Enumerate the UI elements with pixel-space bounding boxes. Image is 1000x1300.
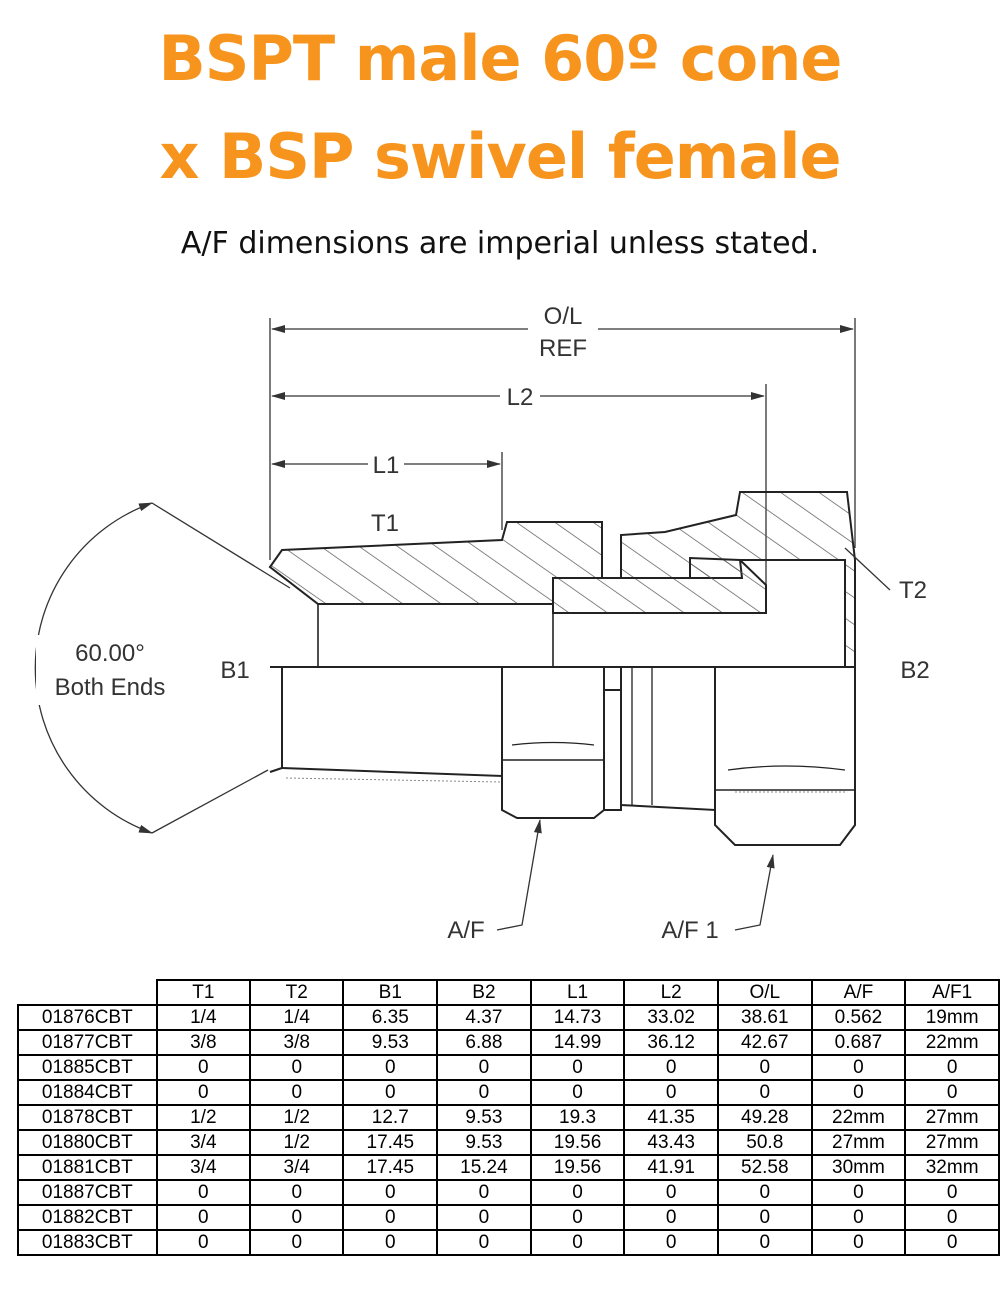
t1-label: T1 — [370, 510, 400, 537]
table-row — [18, 1205, 999, 1230]
value-cell: 14.99 — [531, 1030, 625, 1055]
part-number-cell: 01877CBT — [18, 1030, 157, 1055]
value-cell: 42.67 — [718, 1030, 812, 1055]
value-cell: 0 — [531, 1080, 625, 1105]
value-cell: 41.91 — [624, 1155, 718, 1180]
value-cell: 0 — [343, 1205, 437, 1230]
value-cell: 33.02 — [624, 1005, 718, 1030]
value-cell: 0 — [624, 1205, 718, 1230]
table-row — [18, 1055, 999, 1080]
value-cell: 3/4 — [157, 1155, 250, 1180]
table-row — [18, 1030, 999, 1055]
value-cell: 0 — [718, 1055, 812, 1080]
ol-label: O/L — [543, 303, 583, 330]
angle-label: 60.00° — [75, 640, 145, 667]
value-cell: 43.43 — [624, 1130, 718, 1155]
value-cell: 0 — [905, 1180, 999, 1205]
value-cell: 1/4 — [250, 1005, 343, 1030]
value-cell: 32mm — [905, 1155, 999, 1180]
value-cell: 0 — [905, 1080, 999, 1105]
value-cell: 1/2 — [157, 1105, 250, 1130]
part-number-cell: 01883CBT — [18, 1230, 157, 1255]
value-cell: 36.12 — [624, 1030, 718, 1055]
value-cell: 0 — [343, 1055, 437, 1080]
value-cell: 0 — [718, 1205, 812, 1230]
subtitle: A/F dimensions are imperial unless stated. — [180, 226, 820, 261]
value-cell: 0 — [718, 1180, 812, 1205]
value-cell: 0 — [437, 1080, 531, 1105]
table-row — [18, 1080, 999, 1105]
part-number-cell: 01880CBT — [18, 1130, 157, 1155]
table-row — [18, 1230, 999, 1255]
part-number-cell: 01876CBT — [18, 1005, 157, 1030]
table-row — [18, 1105, 999, 1130]
both-ends-label: Both Ends — [54, 674, 166, 701]
value-cell: 9.53 — [437, 1130, 531, 1155]
value-cell: 0 — [250, 1055, 343, 1080]
value-cell: 0 — [812, 1180, 906, 1205]
table-body — [18, 1005, 999, 1255]
part-number-cell: 01884CBT — [18, 1080, 157, 1105]
part-number-cell: 01887CBT — [18, 1180, 157, 1205]
value-cell: 0 — [250, 1230, 343, 1255]
value-cell: 0 — [157, 1180, 250, 1205]
table-corner-cell — [18, 980, 157, 1005]
value-cell: 38.61 — [718, 1005, 812, 1030]
value-cell: 15.24 — [437, 1155, 531, 1180]
value-cell: 0 — [905, 1205, 999, 1230]
table-row — [18, 1180, 999, 1205]
value-cell: 0 — [157, 1080, 250, 1105]
value-cell: 22mm — [905, 1030, 999, 1055]
value-cell: 3/8 — [250, 1030, 343, 1055]
value-cell: 19.56 — [531, 1130, 625, 1155]
value-cell: 27mm — [905, 1130, 999, 1155]
value-cell: 0 — [157, 1205, 250, 1230]
af1-label: A/F 1 — [661, 917, 719, 944]
value-cell: 3/4 — [157, 1130, 250, 1155]
value-cell: 0 — [531, 1205, 625, 1230]
value-cell: 0 — [624, 1230, 718, 1255]
value-cell: 49.28 — [718, 1105, 812, 1130]
t2-leader — [845, 548, 927, 604]
t2-label: T2 — [898, 577, 928, 604]
part-number-cell: 01878CBT — [18, 1105, 157, 1130]
af-label: A/F — [447, 917, 485, 944]
angle-dimension — [35, 503, 290, 833]
column-header: L2 — [624, 980, 718, 1005]
value-cell: 0 — [905, 1055, 999, 1080]
column-header: O/L — [718, 980, 812, 1005]
value-cell: 0 — [624, 1080, 718, 1105]
value-cell: 4.37 — [437, 1005, 531, 1030]
column-header: B1 — [343, 980, 437, 1005]
column-header: A/F — [812, 980, 906, 1005]
value-cell: 1/2 — [250, 1105, 343, 1130]
value-cell: 3/8 — [157, 1030, 250, 1055]
value-cell: 27mm — [905, 1105, 999, 1130]
af1-leader — [661, 855, 773, 944]
value-cell: 0 — [343, 1230, 437, 1255]
af-leader — [447, 820, 540, 944]
value-cell: 0 — [437, 1055, 531, 1080]
value-cell: 12.7 — [343, 1105, 437, 1130]
table-row — [18, 1005, 999, 1030]
value-cell: 0 — [157, 1055, 250, 1080]
value-cell: 0 — [624, 1180, 718, 1205]
value-cell: 0 — [157, 1230, 250, 1255]
value-cell: 52.58 — [718, 1155, 812, 1180]
value-cell: 0 — [812, 1080, 906, 1105]
value-cell: 9.53 — [343, 1030, 437, 1055]
value-cell: 1/2 — [250, 1130, 343, 1155]
page-title-line-2: x BSP swivel female — [159, 120, 841, 193]
table-row — [18, 1155, 999, 1180]
value-cell: 0 — [718, 1230, 812, 1255]
value-cell: 0 — [343, 1180, 437, 1205]
table-row — [18, 1130, 999, 1155]
value-cell: 14.73 — [531, 1005, 625, 1030]
ref-label: REF — [539, 335, 587, 362]
value-cell: 9.53 — [437, 1105, 531, 1130]
value-cell: 17.45 — [343, 1155, 437, 1180]
fitting-technical-drawing — [0, 290, 1000, 960]
column-header: T1 — [157, 980, 250, 1005]
dimension-table — [17, 979, 1000, 1256]
part-number-cell: 01882CBT — [18, 1205, 157, 1230]
value-cell: 0 — [624, 1055, 718, 1080]
value-cell: 6.35 — [343, 1005, 437, 1030]
swivel-nut-section — [553, 492, 855, 667]
value-cell: 0 — [437, 1205, 531, 1230]
value-cell: 0 — [531, 1180, 625, 1205]
page-title-line-1: BSPT male 60º cone — [158, 22, 842, 95]
value-cell: 3/4 — [250, 1155, 343, 1180]
value-cell: 0 — [905, 1230, 999, 1255]
part-number-cell: 01885CBT — [18, 1055, 157, 1080]
part-number-cell: 01881CBT — [18, 1155, 157, 1180]
value-cell: 19.56 — [531, 1155, 625, 1180]
value-cell: 17.45 — [343, 1130, 437, 1155]
b1-label: B1 — [220, 657, 250, 684]
value-cell: 0 — [812, 1205, 906, 1230]
value-cell: 27mm — [812, 1130, 906, 1155]
value-cell: 0 — [250, 1080, 343, 1105]
value-cell: 0 — [343, 1080, 437, 1105]
value-cell: 0.562 — [812, 1005, 906, 1030]
column-header: L1 — [531, 980, 625, 1005]
value-cell: 22mm — [812, 1105, 906, 1130]
table-header-row — [18, 980, 999, 1005]
value-cell: 50.8 — [718, 1130, 812, 1155]
l1-label: L1 — [372, 452, 400, 479]
value-cell: 0 — [718, 1080, 812, 1105]
value-cell: 0.687 — [812, 1030, 906, 1055]
value-cell: 30mm — [812, 1155, 906, 1180]
column-header: B2 — [437, 980, 531, 1005]
column-header: A/F1 — [905, 980, 999, 1005]
value-cell: 0 — [812, 1055, 906, 1080]
value-cell: 0 — [250, 1180, 343, 1205]
value-cell: 0 — [437, 1180, 531, 1205]
external-view — [270, 667, 855, 845]
value-cell: 0 — [812, 1230, 906, 1255]
column-header: T2 — [250, 980, 343, 1005]
value-cell: 41.35 — [624, 1105, 718, 1130]
value-cell: 0 — [531, 1230, 625, 1255]
value-cell: 0 — [437, 1230, 531, 1255]
value-cell: 1/4 — [157, 1005, 250, 1030]
value-cell: 6.88 — [437, 1030, 531, 1055]
value-cell: 0 — [250, 1205, 343, 1230]
b2-label: B2 — [900, 657, 930, 684]
l2-label: L2 — [506, 384, 534, 411]
value-cell: 19mm — [905, 1005, 999, 1030]
value-cell: 0 — [531, 1055, 625, 1080]
value-cell: 19.3 — [531, 1105, 625, 1130]
